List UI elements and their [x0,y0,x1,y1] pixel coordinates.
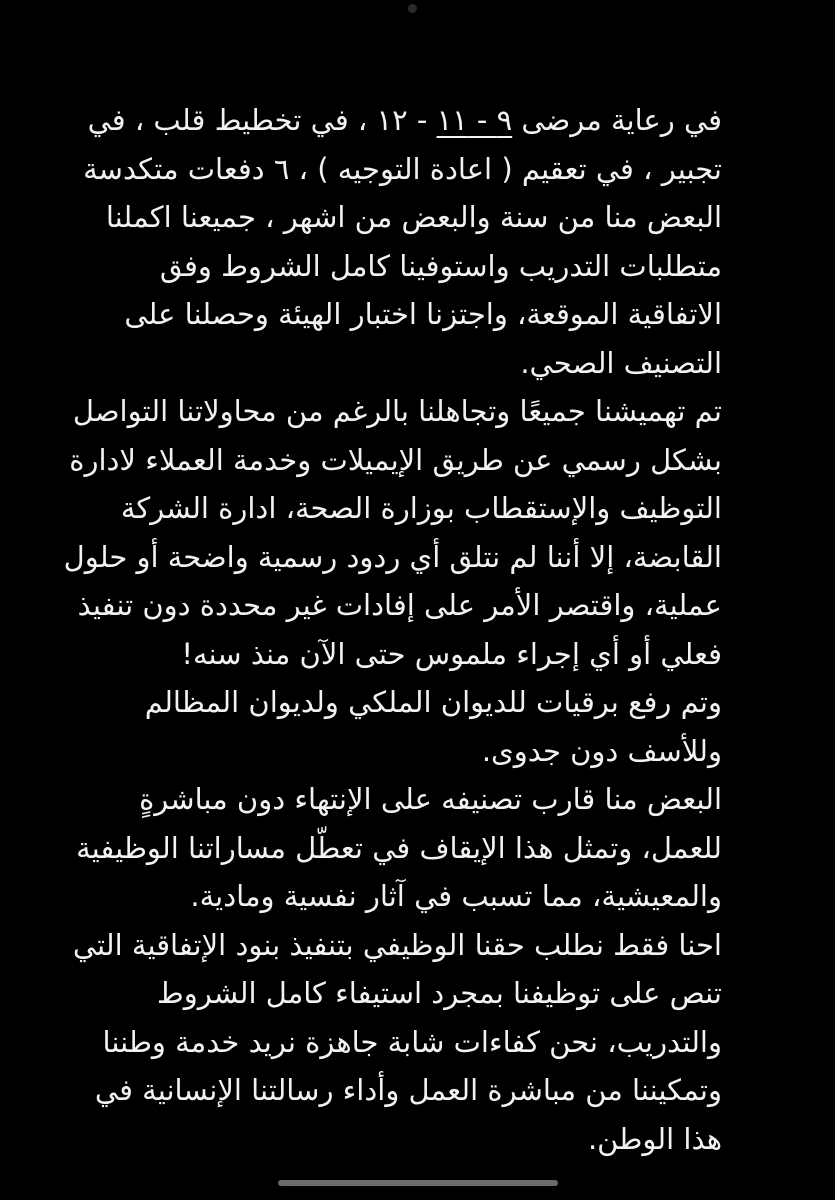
top-camera-dot [408,4,417,13]
paragraph-5: احنا فقط نطلب حقنا الوظيفي بتنفيذ بنود الإتفاقية التي تنص على توظيفنا بمجرد استيفاء كامل الشروط والتدريب، نحن كفاءات شابة جاهزة نريد خدمة وطننا وتمكيننا من مباشرة العمل وأداء رسالتنا الإنسانية في هذا الوطن. [72,927,722,1156]
document-text [62,96,722,1163]
underlined-range: ٩ - ١١ [436,103,513,137]
paragraph-4: البعض منا قارب تصنيفه على الإنتهاء دون مباشرةٍ للعمل، وتمثل هذا الإيقاف في تعطّل مساراتنا الوظيفية والمعيشية، مما تسبب في آثار نفسية ومادية. [76,782,722,913]
paragraph-1 [62,96,722,387]
paragraph-3: وتم رفع برقيات للديوان الملكي ولديوان المظالم وللأسف دون جدوى. [144,685,722,768]
paragraph-1-start: في رعاية مرضى [512,103,722,137]
home-indicator-bar[interactable] [278,1180,558,1186]
paragraph-2: تم تهميشنا جميعًا وتجاهلنا بالرغم من محاولاتنا التواصل بشكل رسمي عن طريق الإيميلات وخدمة العملاء لادارة التوظيف والإستقطاب بوزارة الصحة، ادارة الشركة القابضة، إلا أننا لم نتلق أي ردود رسمية واضحة أو حلول عملية، واقتصر الأمر على إفادات غير محددة دون تنفيذ فعلي أو أي إجراء ملموس حتى الآن منذ سنه! [63,394,722,671]
paragraph-1-rest: - ١٢ ، في تخطيط قلب ، في تجبير ، في تعقيم ( اعادة التوجيه ) ، ٦ دفعات متكدسة البعض منا من سنة والبعض من اشهر ، جميعنا اكملنا متطلبات التدريب واستوفينا كامل الشروط وفق الاتفاقية الموقعة، واجتزنا اختبار الهيئة وحصلنا على التصنيف الصحي. [83,103,722,380]
